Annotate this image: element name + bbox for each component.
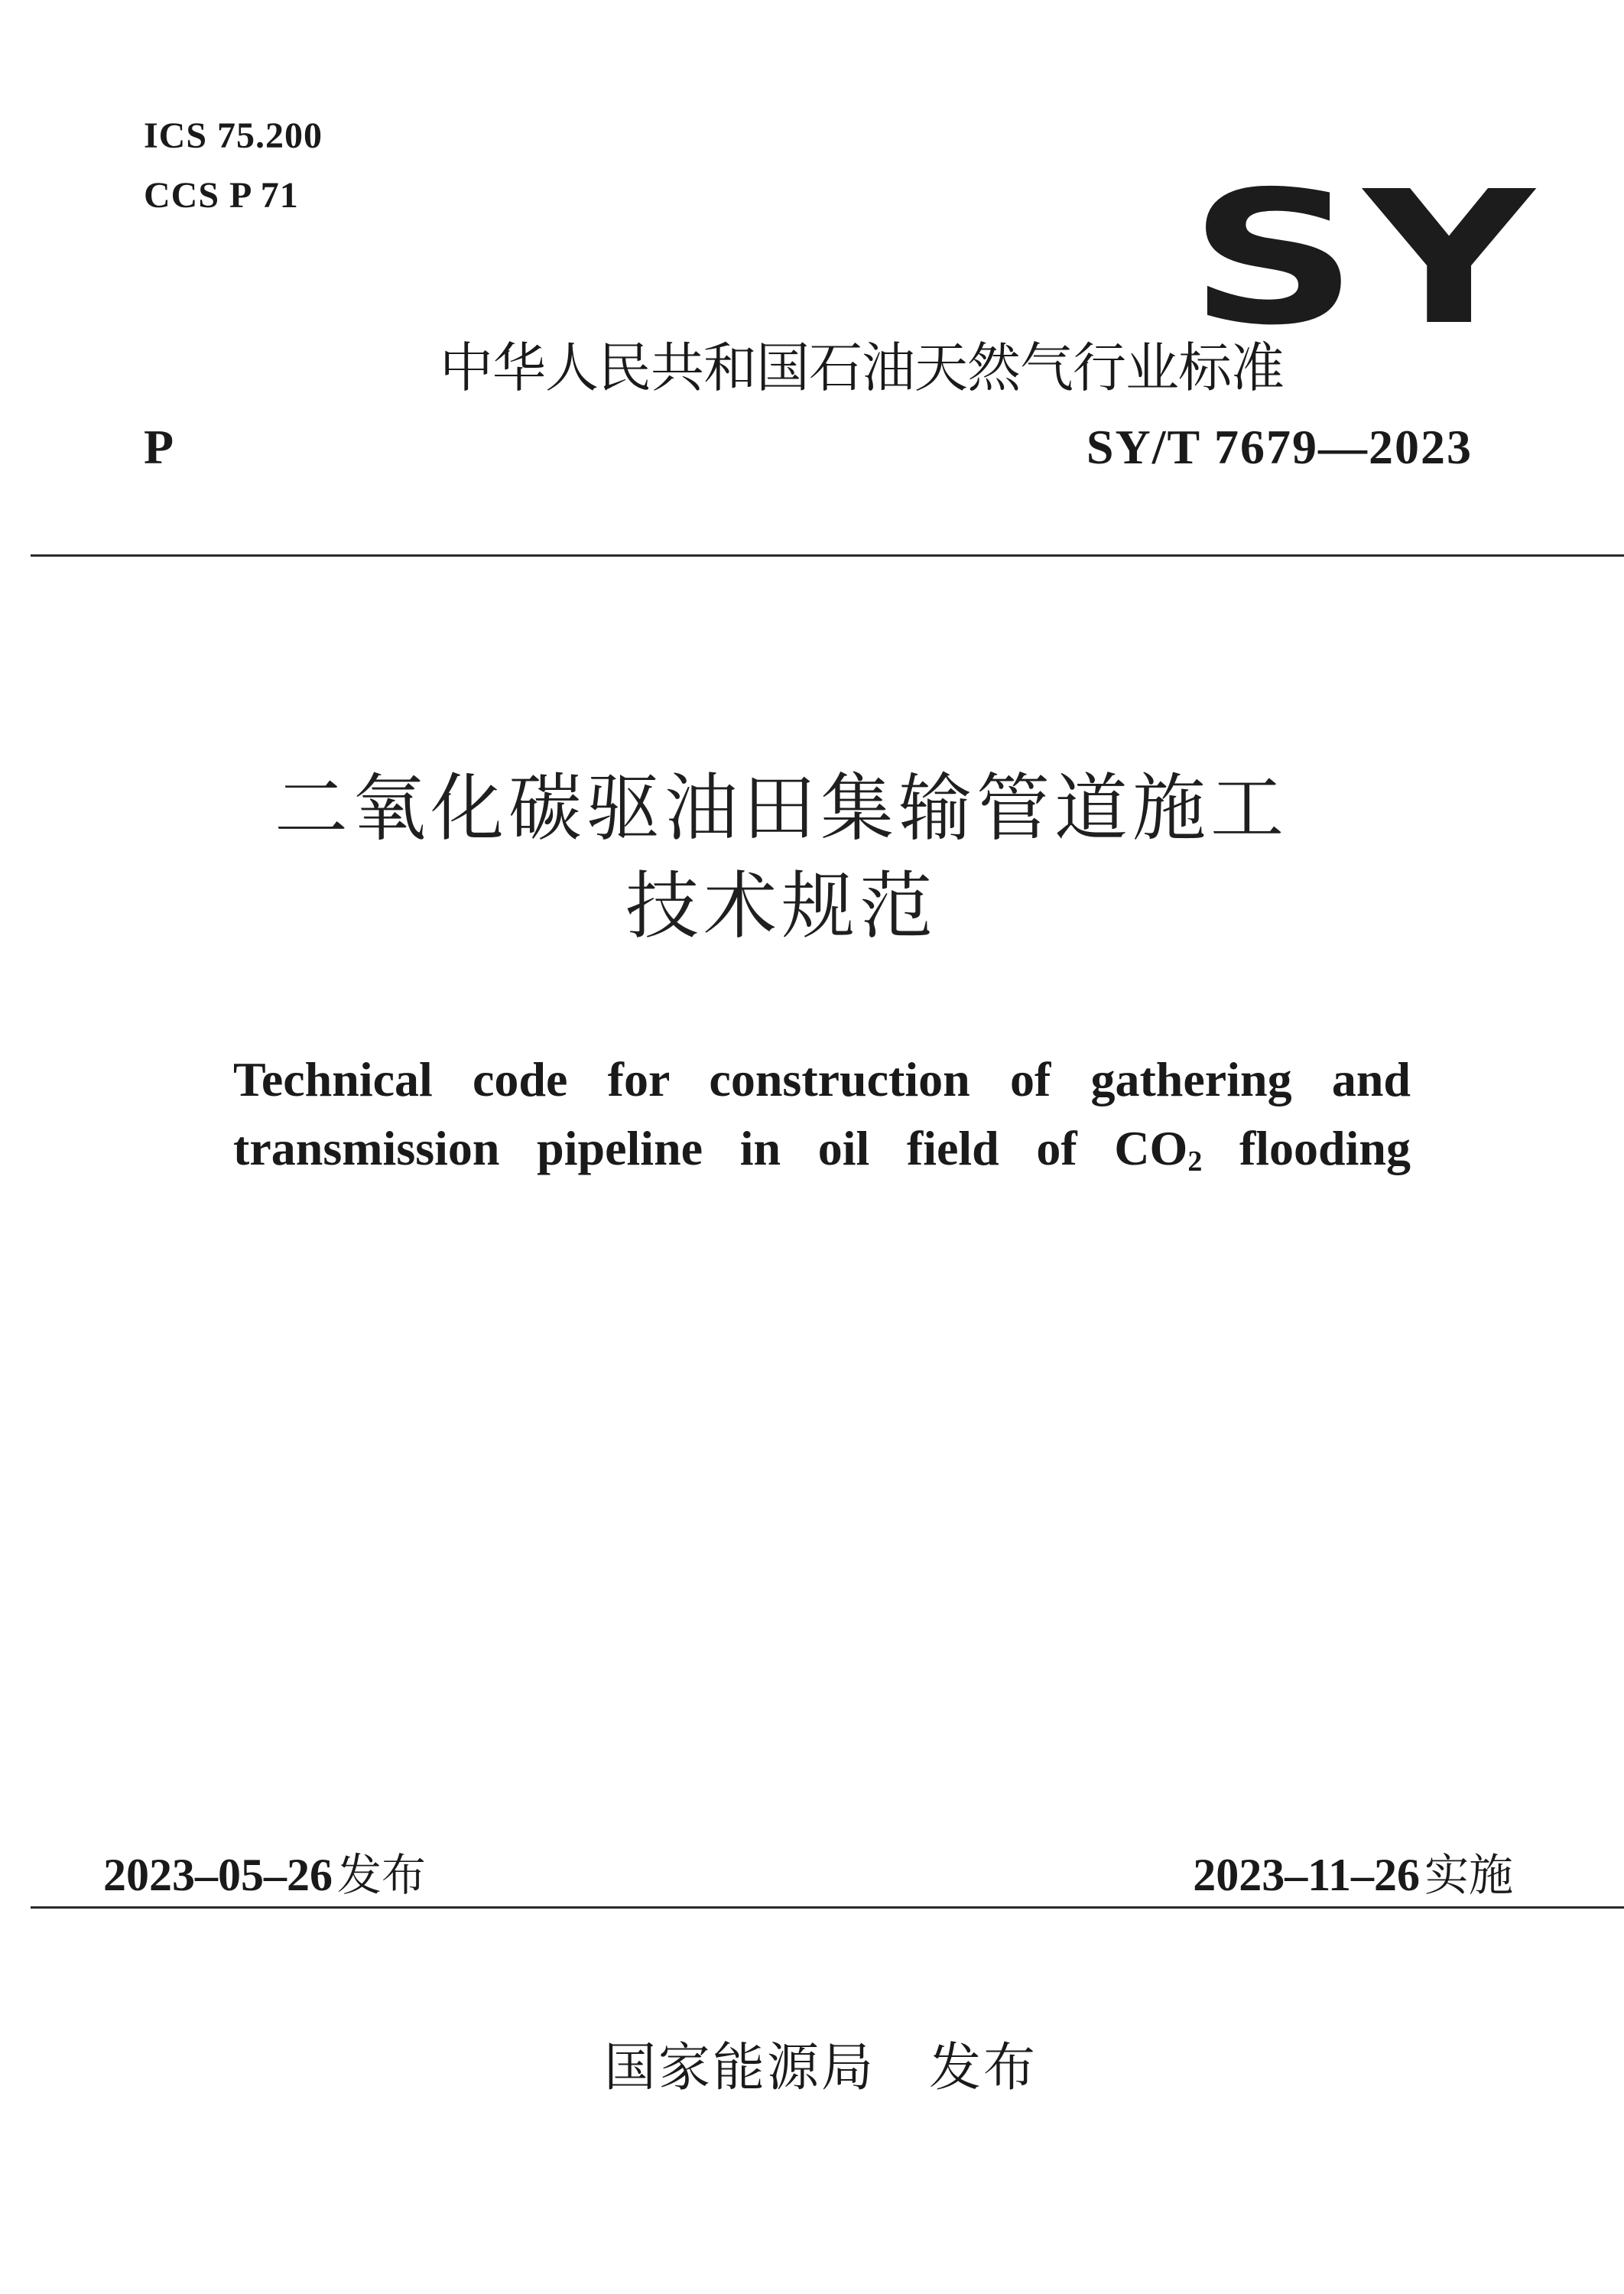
top-divider bbox=[31, 554, 1624, 557]
industry-standard-title: 中华人民共和国石油天然气行业标准 bbox=[440, 336, 1284, 399]
implementation-date-value: 2023–11–26 bbox=[1193, 1850, 1420, 1900]
ccs-code: CCS P 71 bbox=[144, 175, 299, 216]
issue-label: 发布 bbox=[337, 1849, 427, 1901]
title-chinese-line-1: 二氧化碳驱油田集输管道施工 bbox=[274, 765, 1288, 851]
publisher-name: 国家能源局 bbox=[604, 2038, 876, 2098]
title-english-line-2-post: flooding bbox=[1202, 1121, 1411, 1175]
publisher bbox=[604, 2026, 1038, 2101]
standard-number: SY/T 7679—2023 bbox=[1086, 420, 1473, 474]
title-chinese-line-2: 技术规范 bbox=[625, 863, 937, 949]
implementation-date bbox=[1193, 1839, 1513, 1903]
sy-logo: SY bbox=[1189, 151, 1541, 366]
publish-label: 发布 bbox=[929, 2038, 1038, 2098]
co2-subscript: 2 bbox=[1187, 1145, 1203, 1178]
issue-date bbox=[103, 1839, 426, 1903]
bottom-divider bbox=[31, 1906, 1624, 1909]
issue-date-value: 2023–05–26 bbox=[103, 1850, 333, 1900]
title-english-line-1: Technical code for construction of gathering and bbox=[233, 1052, 1411, 1106]
category-letter: P bbox=[144, 420, 174, 474]
ics-code: ICS 75.200 bbox=[144, 115, 323, 156]
title-english-line-2-pre: transmission pipeline in oil field of CO bbox=[233, 1121, 1188, 1175]
title-english-line-2 bbox=[233, 1121, 1411, 1178]
implementation-label: 实施 bbox=[1424, 1849, 1513, 1901]
